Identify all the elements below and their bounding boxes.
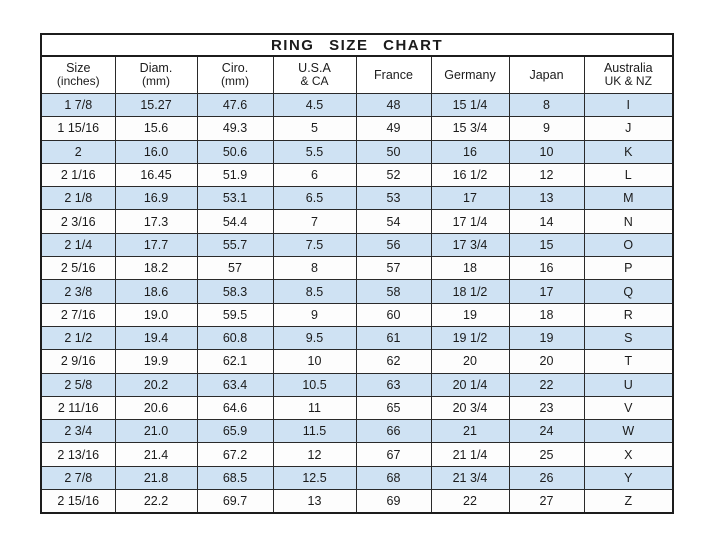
table-cell: 12	[509, 163, 584, 186]
table-cell: 21.4	[115, 443, 197, 466]
table-cell: 54	[356, 210, 431, 233]
table-cell: 7.5	[273, 233, 356, 256]
table-cell: 2 1/2	[41, 326, 115, 349]
table-cell: 52	[356, 163, 431, 186]
table-cell: 21 3/4	[431, 466, 509, 489]
table-row	[41, 210, 673, 233]
table-cell: R	[584, 303, 673, 326]
table-cell: 21.8	[115, 466, 197, 489]
column-header-australia	[584, 56, 673, 94]
column-header-label: Ciro.	[221, 60, 249, 75]
table-cell: 7	[273, 210, 356, 233]
table-cell: Z	[584, 490, 673, 514]
table-cell: 11.5	[273, 420, 356, 443]
table-cell: 10	[509, 140, 584, 163]
table-cell: 57	[197, 257, 273, 280]
table-cell: 17.7	[115, 233, 197, 256]
table-cell: 19.4	[115, 326, 197, 349]
table-cell: Q	[584, 280, 673, 303]
table-cell: 19	[431, 303, 509, 326]
table-cell: 12.5	[273, 466, 356, 489]
table-cell: 22.2	[115, 490, 197, 514]
table-cell: K	[584, 140, 673, 163]
header-row	[41, 56, 673, 94]
table-cell: 15.6	[115, 117, 197, 140]
table-cell: 18.6	[115, 280, 197, 303]
table-cell: 23	[509, 396, 584, 419]
table-cell: 4.5	[273, 94, 356, 117]
column-header-france	[356, 56, 431, 94]
table-cell: S	[584, 326, 673, 349]
column-header-japan	[509, 56, 584, 94]
title-row	[41, 34, 673, 56]
table-cell: 8	[509, 94, 584, 117]
table-cell: 2 1/16	[41, 163, 115, 186]
table-cell: 21 1/4	[431, 443, 509, 466]
table-cell: 5.5	[273, 140, 356, 163]
table-cell: 2 9/16	[41, 350, 115, 373]
table-row	[41, 303, 673, 326]
table-cell: 20 3/4	[431, 396, 509, 419]
table-cell: 60.8	[197, 326, 273, 349]
table-cell: L	[584, 163, 673, 186]
table-cell: 21	[431, 420, 509, 443]
table-cell: 2 7/16	[41, 303, 115, 326]
table-cell: 9	[273, 303, 356, 326]
table-cell: 20 1/4	[431, 373, 509, 396]
column-header-usa-ca	[273, 56, 356, 94]
table-row	[41, 443, 673, 466]
table-cell: 58	[356, 280, 431, 303]
table-row	[41, 396, 673, 419]
table-cell: 16	[431, 140, 509, 163]
table-cell: 16.0	[115, 140, 197, 163]
table-cell: Y	[584, 466, 673, 489]
table-cell: 48	[356, 94, 431, 117]
table-cell: 18 1/2	[431, 280, 509, 303]
table-cell: 2 5/8	[41, 373, 115, 396]
table-cell: 2 7/8	[41, 466, 115, 489]
table-cell: 2 5/16	[41, 257, 115, 280]
table-cell: 16	[509, 257, 584, 280]
table-cell: 16 1/2	[431, 163, 509, 186]
table-cell: 56	[356, 233, 431, 256]
table-cell: T	[584, 350, 673, 373]
table-cell: 2 3/8	[41, 280, 115, 303]
table-cell: 1 7/8	[41, 94, 115, 117]
table-row	[41, 233, 673, 256]
column-header-label: U.S.A	[298, 60, 331, 75]
table-cell: 53	[356, 187, 431, 210]
table-cell: 10.5	[273, 373, 356, 396]
table-cell: 15.27	[115, 94, 197, 117]
table-cell: 68	[356, 466, 431, 489]
column-header-diam	[115, 56, 197, 94]
column-header-label: Size	[66, 60, 91, 75]
table-cell: 11	[273, 396, 356, 419]
table-cell: 15 3/4	[431, 117, 509, 140]
ring-size-table	[40, 33, 674, 514]
table-cell: 50	[356, 140, 431, 163]
table-cell: P	[584, 257, 673, 280]
table-cell: 60	[356, 303, 431, 326]
table-cell: 2 15/16	[41, 490, 115, 514]
table-row	[41, 373, 673, 396]
table-cell: 63.4	[197, 373, 273, 396]
ring-size-chart	[40, 33, 672, 514]
table-cell: 24	[509, 420, 584, 443]
table-cell: 63	[356, 373, 431, 396]
table-cell: 2 1/4	[41, 233, 115, 256]
table-body	[41, 94, 673, 514]
table-cell: 19.0	[115, 303, 197, 326]
table-cell: 5	[273, 117, 356, 140]
table-cell: 2	[41, 140, 115, 163]
table-cell: 51.9	[197, 163, 273, 186]
column-header-label: Japan	[529, 67, 564, 82]
table-cell: 65.9	[197, 420, 273, 443]
table-cell: N	[584, 210, 673, 233]
table-cell: 65	[356, 396, 431, 419]
table-cell: 26	[509, 466, 584, 489]
table-cell: 12	[273, 443, 356, 466]
table-cell: 20	[431, 350, 509, 373]
table-cell: 17.3	[115, 210, 197, 233]
table-cell: 1 15/16	[41, 117, 115, 140]
table-row	[41, 117, 673, 140]
table-cell: 2 3/4	[41, 420, 115, 443]
table-cell: 49	[356, 117, 431, 140]
table-row	[41, 94, 673, 117]
table-cell: 18.2	[115, 257, 197, 280]
table-cell: 50.6	[197, 140, 273, 163]
table-cell: 15	[509, 233, 584, 256]
table-cell: W	[584, 420, 673, 443]
column-header-label: Germany	[444, 67, 496, 82]
table-cell: 19.9	[115, 350, 197, 373]
table-cell: 16.9	[115, 187, 197, 210]
table-cell: 61	[356, 326, 431, 349]
column-header-label: Diam.	[139, 60, 173, 75]
table-cell: 17 3/4	[431, 233, 509, 256]
table-cell: 69.7	[197, 490, 273, 514]
table-cell: 55.7	[197, 233, 273, 256]
table-cell: 53.1	[197, 187, 273, 210]
table-cell: 17 1/4	[431, 210, 509, 233]
table-cell: 15 1/4	[431, 94, 509, 117]
table-cell: 67	[356, 443, 431, 466]
table-cell: J	[584, 117, 673, 140]
table-cell: 2 1/8	[41, 187, 115, 210]
table-cell: 6	[273, 163, 356, 186]
column-header-sublabel: (mm)	[221, 74, 249, 89]
table-cell: 58.3	[197, 280, 273, 303]
table-cell: 2 11/16	[41, 396, 115, 419]
table-cell: 59.5	[197, 303, 273, 326]
table-cell: 2 3/16	[41, 210, 115, 233]
table-cell: 27	[509, 490, 584, 514]
table-cell: 18	[509, 303, 584, 326]
table-cell: X	[584, 443, 673, 466]
table-cell: V	[584, 396, 673, 419]
table-cell: 6.5	[273, 187, 356, 210]
column-header-sublabel: & CA	[300, 74, 329, 89]
table-cell: 13	[509, 187, 584, 210]
column-header-ciro	[197, 56, 273, 94]
table-cell: M	[584, 187, 673, 210]
table-cell: U	[584, 373, 673, 396]
table-cell: 20	[509, 350, 584, 373]
table-cell: 20.2	[115, 373, 197, 396]
table-row	[41, 490, 673, 514]
table-cell: 69	[356, 490, 431, 514]
table-cell: 17	[509, 280, 584, 303]
table-row	[41, 187, 673, 210]
table-cell: 64.6	[197, 396, 273, 419]
table-cell: 49.3	[197, 117, 273, 140]
table-cell: 47.6	[197, 94, 273, 117]
column-header-sublabel: UK & NZ	[604, 74, 652, 89]
table-cell: 19	[509, 326, 584, 349]
table-cell: 10	[273, 350, 356, 373]
table-cell: 68.5	[197, 466, 273, 489]
table-cell: 22	[431, 490, 509, 514]
page-title: RING SIZE CHART	[41, 34, 673, 56]
table-cell: 13	[273, 490, 356, 514]
table-row	[41, 420, 673, 443]
table-row	[41, 163, 673, 186]
table-cell: 18	[431, 257, 509, 280]
column-header-sublabel: (inches)	[56, 74, 100, 89]
table-cell: 8	[273, 257, 356, 280]
table-cell: 25	[509, 443, 584, 466]
column-header-size	[41, 56, 115, 94]
table-cell: 9	[509, 117, 584, 140]
table-cell: 67.2	[197, 443, 273, 466]
table-row	[41, 350, 673, 373]
column-header-germany	[431, 56, 509, 94]
table-cell: 54.4	[197, 210, 273, 233]
table-cell: 21.0	[115, 420, 197, 443]
table-cell: O	[584, 233, 673, 256]
table-cell: 66	[356, 420, 431, 443]
table-cell: 62.1	[197, 350, 273, 373]
table-cell: 20.6	[115, 396, 197, 419]
table-row	[41, 140, 673, 163]
table-row	[41, 257, 673, 280]
table-row	[41, 326, 673, 349]
table-cell: 22	[509, 373, 584, 396]
table-row	[41, 280, 673, 303]
table-cell: 8.5	[273, 280, 356, 303]
table-cell: 2 13/16	[41, 443, 115, 466]
table-cell: 9.5	[273, 326, 356, 349]
column-header-sublabel: (mm)	[142, 74, 170, 89]
column-header-label: Australia	[603, 60, 653, 75]
table-cell: 17	[431, 187, 509, 210]
table-cell: 62	[356, 350, 431, 373]
table-cell: 16.45	[115, 163, 197, 186]
table-cell: 57	[356, 257, 431, 280]
table-row	[41, 466, 673, 489]
column-header-label: France	[374, 67, 413, 82]
table-cell: I	[584, 94, 673, 117]
table-cell: 19 1/2	[431, 326, 509, 349]
table-cell: 14	[509, 210, 584, 233]
